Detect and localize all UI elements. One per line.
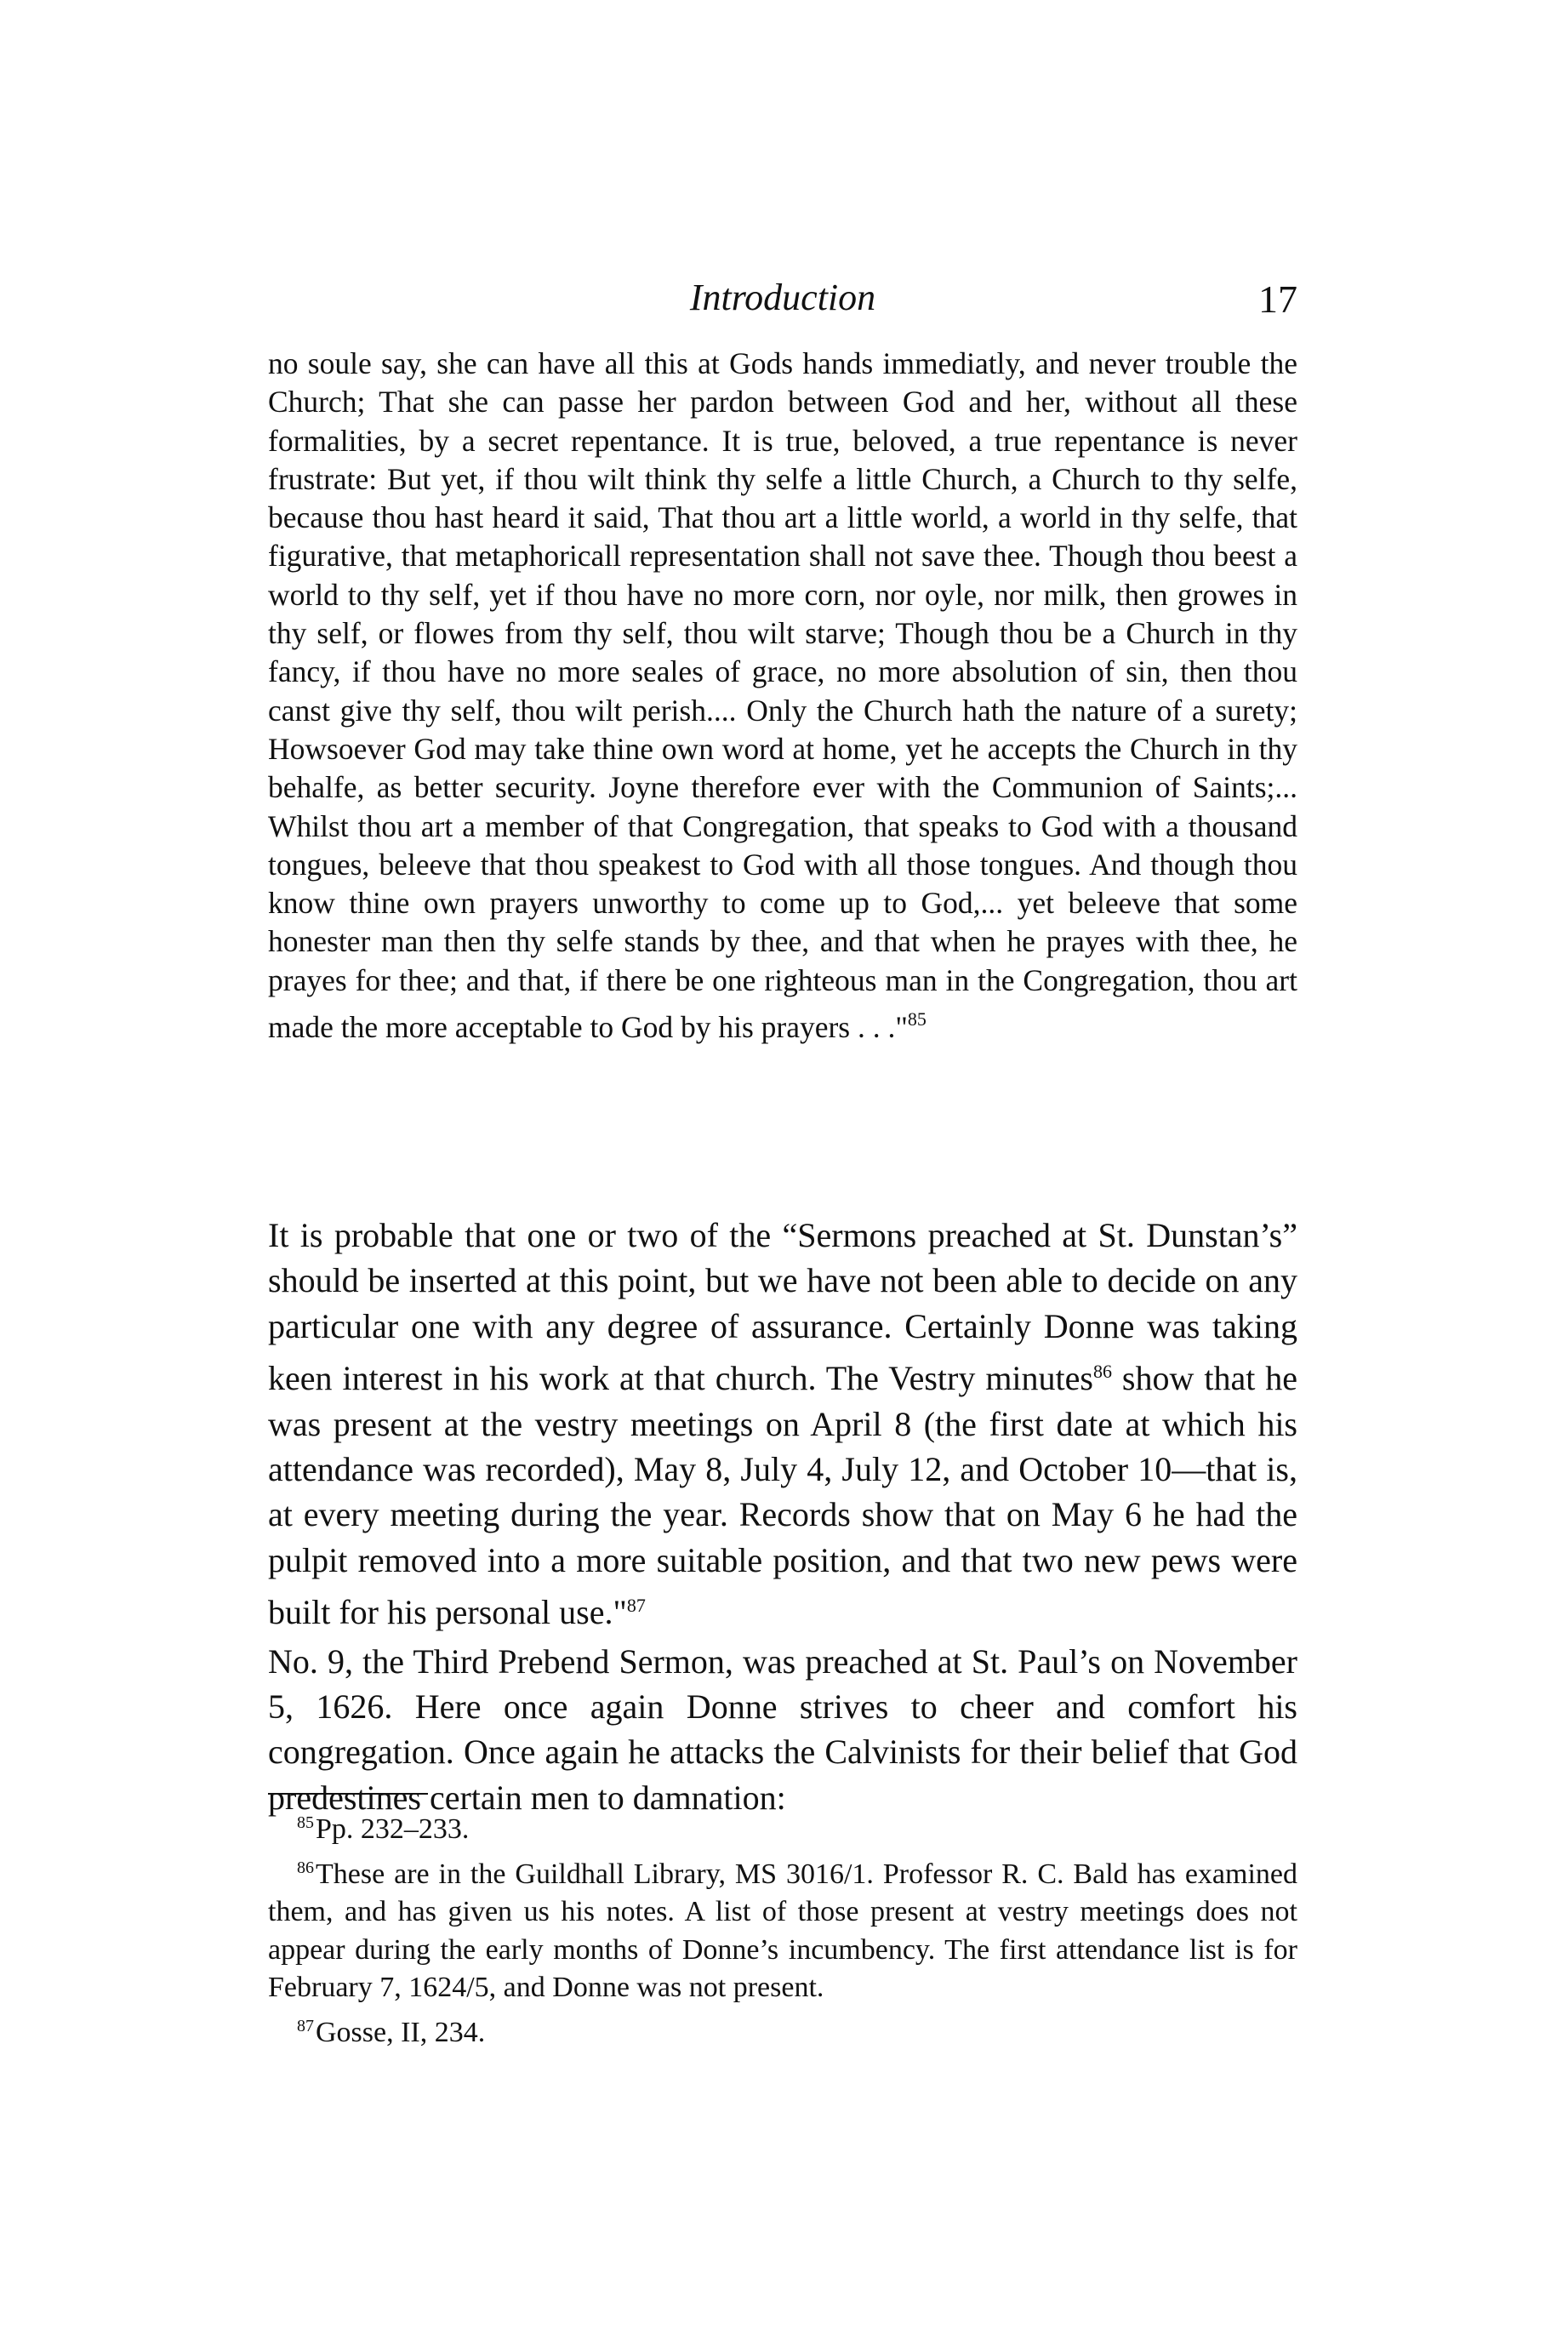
quote-text: no soule say, she can have all this at Gods hands immediatly, and never trouble the Church; That she can passe her pardon between God and her, without all these formalities, by a secret repentance. It is true, beloved, a true repentance is never frustrate: But yet, if thou wilt think thy selfe a little Church, a Church to thy selfe, because thou hast heard it said, That thou art a little world, a world in thy selfe, that figurative, that metaphoricall representation shall not save thee. Though thou beest a world to thy self, yet if thou have no more corn, nor oyle, nor milk, then growes in thy self, or flowes from thy self, thou wilt starve; Though thou be a Church in thy fancy, if thou have no more seales of grace, no more absolution of sin, then thou canst give thy self, thou wilt perish.... Only the Church hath the nature of a surety; Howsoever God may take thine own word at home, yet he accepts the Church in thy behalfe, as better security. Joyne therefore ever with the Communion of Saints;... Whilst thou art a member of that Congregation, that speaks to God with a thousand tongues, beleeve that thou speakest to God with all those tongues. And though thou know thine own prayers unworthy to come up to God,... yet beleeve that some honester man then thy selfe stands by thee, and that when he prayes with thee, he prayes for thee; and that, if there be one righteous man in the Congregation, thou art made the more acceptable to God by his prayers . . ." <box>268 346 1297 1045</box>
paragraph-2: No. 9, the Third Prebend Sermon, was preached at St. Paul’s on November 5, 1626. Here once again Donne strives to cheer and comfort his congregation. Once again he attacks the Calvinists for their belief that God predestines certain men to damnation: <box>268 1641 1297 1817</box>
page-number: 17 <box>1258 277 1297 321</box>
block-quote <box>268 345 1297 1047</box>
footnote <box>268 1804 1297 1849</box>
footnote-text: These are in the Guildhall Library, MS 3016/1. Professor R. C. Bald has examined them, and has given us his notes. A list of those present at vestry meetings does not appear during the early months of Donne’s incumbency. The first attendance list is for February 7, 1624/5, and Donne was not present. <box>268 1858 1297 2004</box>
footnote <box>268 2007 1297 2052</box>
footnote-mark: 85 <box>297 1813 314 1832</box>
footnote <box>268 1849 1297 2007</box>
paragraph-1-part-a: It is probable that one or two of the “Sermons preached at St. Dunstan’s” should be inserted at this point, but we have not been able to decide on any particular one with any degree of assurance. Certainly Donne was taking keen interest in his work at that church. The Vestry minutes <box>268 1216 1297 1398</box>
running-title: Introduction <box>689 277 876 318</box>
quote-footnote-mark: 85 <box>907 1008 927 1030</box>
footnote-mark: 87 <box>297 2016 314 2035</box>
footnote-text: Gosse, II, 234. <box>316 2016 486 2048</box>
body-text <box>268 1213 1297 1820</box>
footnote-rule <box>268 1793 428 1795</box>
footnote-mark: 86 <box>297 1858 314 1877</box>
footnote-text: Pp. 232–233. <box>316 1813 470 1845</box>
footnotes <box>268 1804 1297 2052</box>
page-header <box>268 272 1297 332</box>
paragraph-1 <box>268 1213 1297 1636</box>
paragraph-1-part-b: show that he was present at the vestry meetings on April 8 (the first date at which his attendance was recorded), May 8, July 4, July 12, and October 10—that is, at every meeting during the year. Records show that on May 6 he had the pulpit removed into a more suitable position, and that two new pews were built for his personal use." <box>268 1359 1298 1632</box>
footnote-ref-86: 86 <box>1092 1361 1112 1383</box>
footnote-ref-87: 87 <box>626 1595 646 1617</box>
